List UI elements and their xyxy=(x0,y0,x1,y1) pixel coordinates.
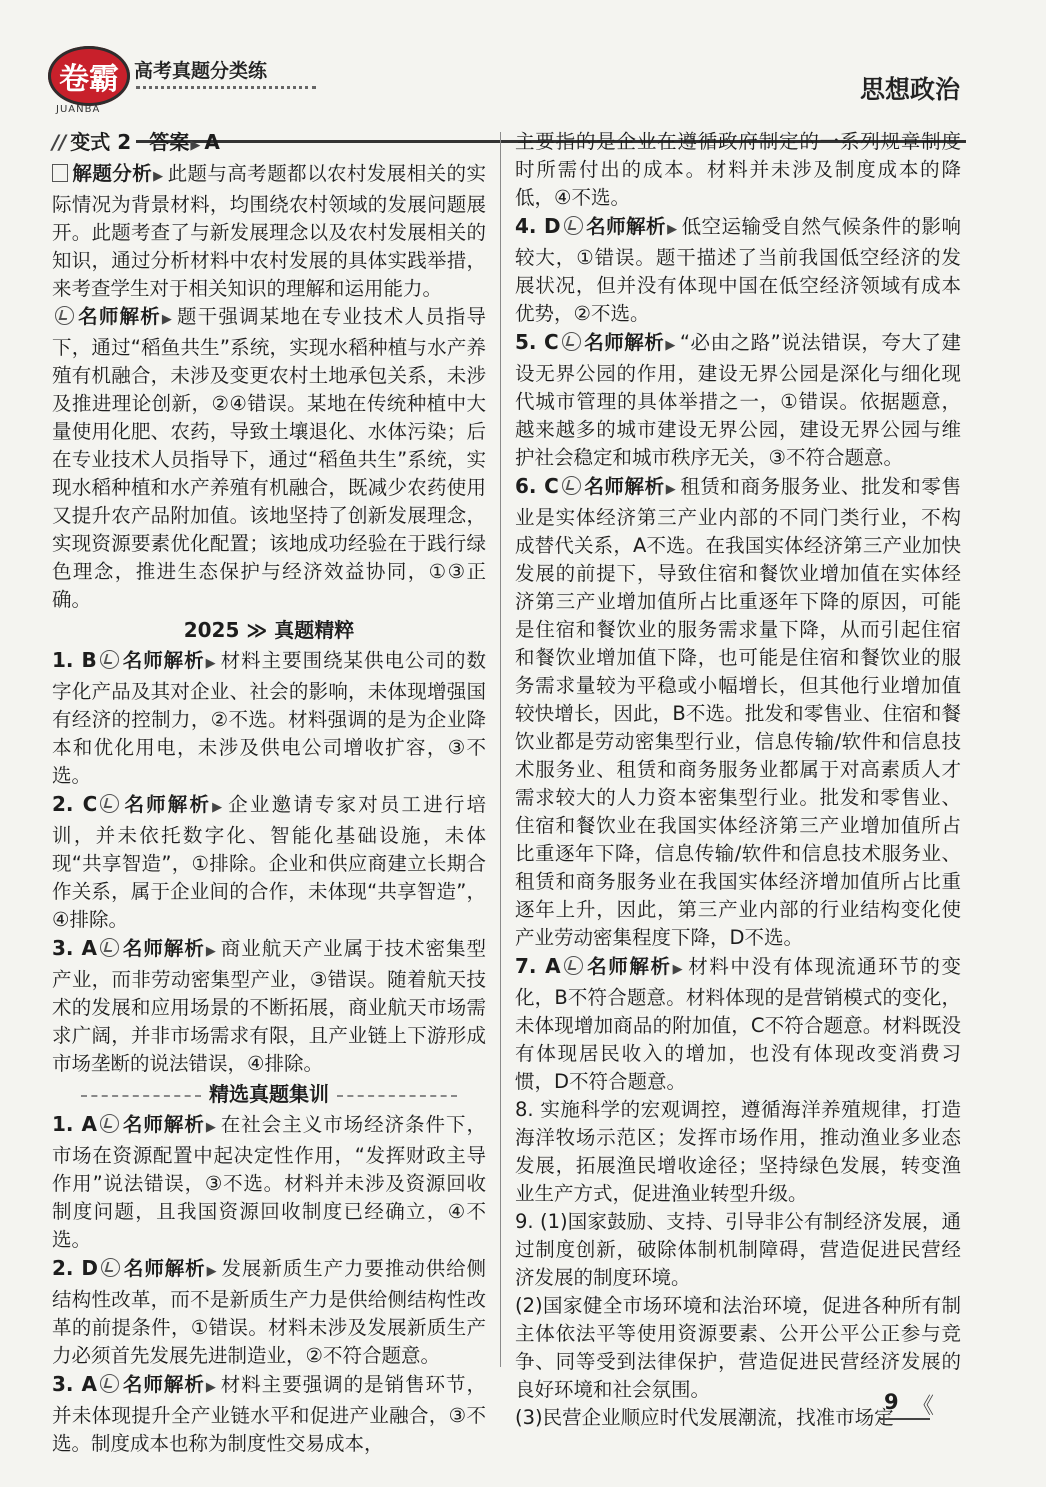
item-text: 低空运输受自然气候条件的影响较大，①错误。题干描述了当前我国低空经济的发展状况，但并没有体现中国在低空经济领域有成本优势，②不选。 xyxy=(515,215,961,325)
item-text: 租赁和商务服务业、批发和零售业是实体经济第三产业内部的不同门类行业，不构成替代关系，A不选。在我国实体经济第三产业加快发展的前提下，导致住宿和餐饮业增加值在实体经济第三产业增加值所占比重逐年下降的原因，可能是住宿和餐饮业的服务需求量下降，从而引起住宿和餐饮业增加值下降，也可能是住宿和餐饮业的服务需求量较为平稳或小幅增长，但其他行业增加值较快增长，因此，B不选。批发和零售业、住宿和餐饮业都是劳动密集型行业，信息传输/软件和信息技术服务业、租赁和商务服务业都属于对高素质人才需求较大的人力资本密集型行业。批发和零售业、住宿和餐饮业在我国实体经济第三产业增加值所占比重逐年下降，信息传输/软件和信息技术服务业、租赁和商务服务业在我国实体经济增加值所占比重逐年上升，因此，第三产业内部的行业结构变化使产业劳动密集程度下降，D不选。 xyxy=(515,475,961,949)
item-number: 1. A xyxy=(52,1112,97,1136)
answer-item xyxy=(52,1254,486,1370)
checkmark-circle-icon xyxy=(100,938,119,957)
item-text: 在社会主义市场经济条件下，市场在资源配置中起决定性作用，“发挥财政主导作用”说法错误，③不选。材料并未涉及资源回收制度问题，且我国资源回收制度已经确立，④不选。 xyxy=(52,1113,486,1251)
item-tag: 名师解析 xyxy=(123,1257,206,1280)
double-chevron-icon: ≫ xyxy=(239,618,275,642)
item-number: 2. C xyxy=(52,792,98,816)
item-text: 材料主要强调的是销售环节，并未体现提升全产业链水平和促进产业融合，③不选。制度成本也称为制度性交易成本， xyxy=(52,1373,486,1455)
item-text: 企业邀请专家对员工进行培训，并未依托数字化、智能化基础设施，未体现“共享智造”，①排除。企业和供应商建立长期合作关系，属于企业间的合作，未体现“共享智造”，④排除。 xyxy=(52,793,486,931)
checkmark-circle-icon xyxy=(562,476,581,495)
triangle-right-icon: ▶ xyxy=(672,962,685,977)
triangle-right-icon: ▶ xyxy=(205,1120,217,1135)
item-tag: 名师解析 xyxy=(121,649,205,672)
item-text: 材料中没有体现流通环节的变化，B不符合题意。材料体现的是营销模式的变化，未体现增加商品的附加值，C不符合题意。材料既没有体现居民收入的增加，也没有体现改变消费习惯，D不符合题意。 xyxy=(515,955,961,1093)
triangle-right-icon: ▶ xyxy=(212,800,225,815)
answer-item xyxy=(52,934,486,1078)
expert-text: 题干强调某地在专业技术人员指导下，通过“稻鱼共生”系统，实现水稻种植与水产养殖有机融合，未涉及变更农村土地承包关系，未涉及推进理论创新，②④错误。某地在传统种植中大量使用化肥、农药，导致土壤退化、水体污染；后在专业技术人员指导下，通过“稻鱼共生”系统，实现水稻种植和水产养殖有机融合，既减少农药使用又提升农产品附加值。该地坚持了创新发展理念，实现资源要素优化配置；该地成功经验在于践行绿色理念，推进生态保护与经济效益协同，①③正确。 xyxy=(52,305,486,611)
checkmark-circle-icon xyxy=(100,1114,119,1133)
variant-label: 变式 2 xyxy=(70,130,132,154)
triangle-right-icon: ▶ xyxy=(161,312,174,327)
item-text: 商业航天产业属于技术密集型产业，而非劳动密集型产业，③错误。随着航天技术的发展和应用场景的不断拓展，商业航天市场需求广阔，并非市场需求有限，且产业链上下游形成市场垄断的说法错误，④排除。 xyxy=(52,937,486,1075)
section-title-2025 xyxy=(52,616,486,644)
triangle-right-icon: ▶ xyxy=(667,222,678,237)
answer-item-9-part-2: (2)国家健全市场环境和法治环境，促进各种所有制主体依法平等使用资源要素、公开公平公正参与竞争、同等受到法律保护，营造促进民营经济发展的良好环境和社会氛围。 xyxy=(515,1294,961,1401)
analysis-tag: 解题分析 xyxy=(72,162,153,185)
series-title: 高考真题分类练 xyxy=(134,60,268,82)
section-year: 2025 xyxy=(183,618,240,642)
item-tag: 名师解析 xyxy=(583,475,665,498)
item-number: 7. A xyxy=(515,954,561,978)
checkmark-circle-icon xyxy=(100,1374,119,1393)
page-header xyxy=(40,44,960,114)
item-tag: 名师解析 xyxy=(583,331,665,354)
checkmark-circle-icon xyxy=(562,332,581,351)
answer-item-8: 8. 实施科学的宏观调控，遵循海洋养殖规律，打造海洋牧场示范区；发挥市场作用，推动渔业多业态发展，拓展渔民增收途径；坚持绿色发展，转变渔业生产方式，促进渔业转型升级。 xyxy=(515,1098,961,1205)
continuation-text: 主要指的是企业在遵循政府制定的一系列规章制度时所需付出的成本。材料并未涉及制度成本的降低，④不选。 xyxy=(515,130,961,209)
answer-item-9-part-3: (3)民营企业顺应时代发展潮流，找准市场定 xyxy=(515,1406,894,1429)
answer-label: 答案 xyxy=(149,130,190,154)
answer-item xyxy=(52,1110,486,1254)
series-underline xyxy=(136,86,316,89)
item-tag: 名师解析 xyxy=(585,955,672,978)
section-title-collection xyxy=(52,1080,486,1108)
analysis-paragraph xyxy=(52,160,486,303)
subject-title: 思想政治 xyxy=(859,75,960,104)
triangle-right-icon: ▶ xyxy=(665,482,677,497)
brand-logo: 卷霸 xyxy=(48,46,130,106)
checkmark-circle-icon xyxy=(564,956,583,975)
answer-item xyxy=(515,472,961,952)
expert-paragraph xyxy=(52,303,486,614)
checkmark-circle-icon xyxy=(564,216,583,235)
dashed-rule xyxy=(337,1095,457,1097)
checkmark-circle-icon xyxy=(100,650,119,669)
triangle-right-icon: ▶ xyxy=(153,169,164,184)
item-number: 5. C xyxy=(515,330,559,354)
item-tag: 名师解析 xyxy=(585,215,667,238)
section-title-text: 精选真题集训 xyxy=(209,1082,329,1106)
page-number: 9 xyxy=(884,1390,899,1414)
checkmark-circle-icon xyxy=(100,794,119,813)
variant-line xyxy=(52,128,486,160)
triangle-right-icon: ▶ xyxy=(190,138,201,153)
answer-item xyxy=(52,1370,486,1458)
answer-item xyxy=(52,790,486,934)
document-icon xyxy=(52,164,68,182)
right-column xyxy=(515,128,961,1432)
triangle-right-icon: ▶ xyxy=(205,1380,217,1395)
checkmark-circle-icon xyxy=(101,1258,120,1277)
item-tag: 名师解析 xyxy=(121,1373,205,1396)
answer-item xyxy=(515,328,961,472)
triangle-right-icon: ▶ xyxy=(665,338,676,353)
item-tag: 名师解析 xyxy=(121,1113,205,1136)
triangle-right-icon: ▶ xyxy=(205,656,217,671)
answer-item xyxy=(52,646,486,790)
item-text: 发展新质生产力要推动供给侧结构性改革，而不是新质生产力是供给侧结构性改革的前提条件，①错误。材料未涉及发展新质生产力必须首先发展先进制造业，②不符合题意。 xyxy=(52,1257,486,1367)
item-number: 1. B xyxy=(52,648,97,672)
item-number: 6. C xyxy=(515,474,559,498)
chevron-left-icon: 《 xyxy=(912,1394,935,1419)
left-column xyxy=(52,128,486,1458)
analysis-text: 此题与高考题都以农村发展相关的实际情况为背景材料，均围绕农村领域的发展问题展开。此题考查了与新发展理念以及农村发展相关的知识，通过分析材料中农村发展的具体实践举措，来考查学生对于相关知识的理解和运用能力。 xyxy=(52,162,486,300)
footer-rule xyxy=(880,1418,930,1420)
item-number: 2. D xyxy=(52,1256,98,1280)
dashed-rule xyxy=(81,1095,201,1097)
answer-item xyxy=(515,212,961,328)
item-tag: 名师解析 xyxy=(121,937,205,960)
column-divider xyxy=(500,132,501,1367)
section-title-text: 真题精粹 xyxy=(274,618,355,642)
triangle-right-icon: ▶ xyxy=(205,944,217,959)
brand-logo-sub: JUANBA xyxy=(56,104,101,115)
item-tag: 名师解析 xyxy=(122,793,212,816)
triangle-right-icon: ▶ xyxy=(206,1264,218,1279)
answer-item-9-part-1: 9. (1)国家鼓励、支持、引导非公有制经济发展，通过制度创新，破除体制机制障碍，营造促进民营经济发展的制度环境。 xyxy=(515,1210,961,1289)
item-number: 4. D xyxy=(515,214,561,238)
answer-value: A xyxy=(204,130,220,154)
checkmark-circle-icon xyxy=(55,306,74,325)
item-number: 3. A xyxy=(52,936,97,960)
item-text: 材料主要围绕某供电公司的数字化产品及其对企业、社会的影响，未体现增强国有经济的控制力，②不选。材料强调的是为企业降本和优化用电，未涉及供电公司增收扩容，③不选。 xyxy=(52,649,486,787)
answer-item xyxy=(515,952,961,1096)
item-number: 3. A xyxy=(52,1372,97,1396)
expert-tag: 名师解析 xyxy=(77,305,161,328)
item-text: “必由之路”说法错误，夸大了建设无界公园的作用，建设无界公园是深化与细化现代城市管理的具体举措之一，①错误。依据题意，越来越多的城市建设无界公园，建设无界公园与维护社会稳定和城市秩序无关，③不符合题意。 xyxy=(515,331,961,469)
slash-icon: // xyxy=(52,131,67,154)
